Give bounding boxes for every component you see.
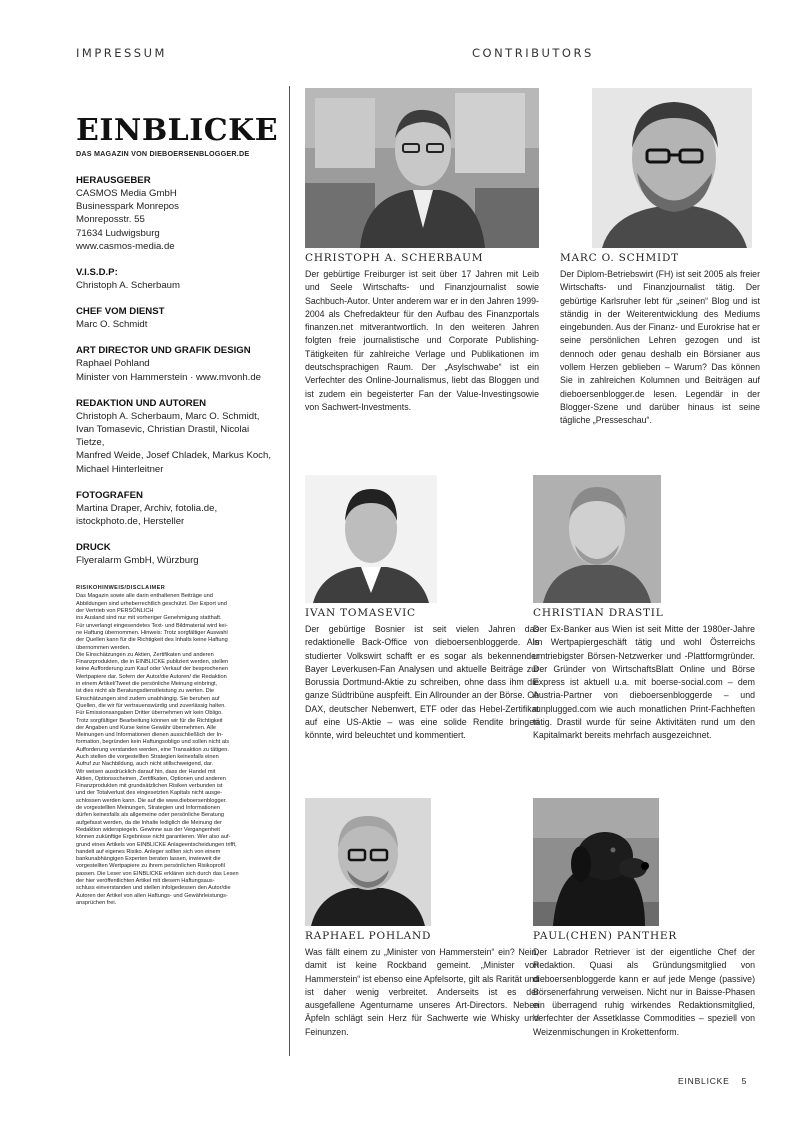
portrait-scherbaum [305,88,539,248]
disclaimer-line: Finanzprodukten, die in EINBLICKE publiziert werden, stellen [76,659,229,666]
disclaimer-line: Abbildungen sind urheberrechtlich geschützt. Der Export und [76,600,227,607]
impressum-section-title: V.I.S.D.P: [76,267,118,279]
impressum-section [76,344,272,383]
portrait-panther-dog [533,798,659,926]
disclaimer-line: Redaktion widerspiegeln. Gewinne aus der Vergangenheit [76,826,220,833]
disclaimer-line: Das Magazin sowie alle darin enthaltenen Beiträge und [76,593,213,600]
contributor-bio: Der Labrador Retriever ist der eigentliche Chef der Redaktion. Quasi als Gründungsmitglied von dieboersenbloggerde kann er auf jede Menge (passive) Börsenerfahrung verweisen. Nicht nur in Baisse-Phasen ein überragend ruhig wirkendes Redaktionsmitglied, Verfechter der Assetklasse Commodities – speziell von Weizenmischungen in Krokettenform. [533,947,755,1037]
contributor-name: IVAN TOMASEVIC [305,607,416,619]
disclaimer-line: Aufruf zur Nachbildung, auch nicht stillschweigend, dar. [76,761,214,768]
contributor-name: CHRISTIAN DRASTIL [533,607,664,619]
disclaimer-line: Meinungen und Informationen dienen ausschließlich der In- [76,732,224,739]
portrait-schmidt [592,88,752,248]
disclaimer-line: schlossen werden kann. Die auf die www.dieboersenblogger. [76,797,227,804]
contributor-card-tomasevic [305,475,539,743]
disclaimer-line: in einem Artikel/Tweet die persönliche Meinung einbringt, [76,681,218,688]
contributor-photo [305,88,539,248]
contributor-card-pohland [305,798,539,1039]
impressum-section-title: FOTOGRAFEN [76,489,143,501]
disclaimer-line: und der Totalverlust des eingesetzten Kapitals nicht ausge- [76,790,223,797]
disclaimer-line: Aufforderung verstanden werden, eine Transaktion zu tätigen. [76,746,229,753]
impressum-section [76,266,272,292]
disclaimer-line: der Quellen kann für die Richtigkeit des Inhalts keine Haftung [76,637,228,644]
contributor-photo [533,475,661,603]
disclaimer-line: formation, begründen kein Haftungsobligo und sollen nicht als [76,739,229,746]
disclaimer-line: Quellen, die wir für vertrauenswürdig und zuverlässig halten. [76,702,226,709]
disclaimer-line: grund eines Artikels von EINBLICKE Anlageentscheidungen trifft, [76,841,237,848]
impressum-section-line: Manfred Weide, Josef Chladek, Markus Koch, [76,450,271,462]
contributor-card-drastil [533,475,755,743]
disclaimer-line: Trotz sorgfältiger Bearbeitung können wir für die Richtigkeit [76,717,223,724]
disclaimer-line: Wir weisen ausdrücklich darauf hin, dass der Handel mit [76,768,216,775]
contributor-photo [305,475,437,603]
column-divider [289,86,290,1056]
contributor-name: CHRISTOPH A. SCHERBAUM [305,252,484,264]
impressum-section-line: 71634 Ludwigsburg [76,227,160,239]
disclaimer-line: Auch stellen die vorgestellten Strategien keinesfalls einen [76,753,219,760]
disclaimer-title: RISIKOHINWEIS/DISCLAIMER [76,585,166,592]
disclaimer-line: ansprüchen frei. [76,899,117,906]
contributor-bio: Was fällt einem zu „Minister von Hammerstein“ ein? Nein, damit ist keine Rockband gemeint. „Minister von Hammerstein“ ist ebenso eine Apfelsorte, gilt als Rarität und ist daher wenig verbreitet. Anderseits ist es der ausgefallene Agenturname unseres Art-Directors. Neben Äpfeln schlägt sein Herz für Sachwerte wie Whisky und Feinunzen. [305,947,539,1037]
contributor-name: RAPHAEL POHLAND [305,930,432,942]
impressum-section-line: Flyeralarm GmbH, Würzburg [76,555,199,567]
disclaimer-line: dürfen keinesfalls als allgemeine oder persönliche Beratung [76,812,225,819]
contributor-photo [533,798,659,926]
impressum-section [76,397,272,476]
disclaimer-line: ist dies nicht als Beratungsdienstleistung zu werten. Die [76,688,215,695]
disclaimer-line: Für Emissionsangaben Dritter übernehmen wir kein Obligo. [76,710,223,717]
disclaimer-text [76,593,272,907]
impressum-section-line: Michael Hinterleitner [76,463,164,475]
disclaimer-line: der Angaben und Kurse keine Gewähr übernehmen. Alle [76,724,216,731]
contributor-photo [592,88,752,248]
contributor-name: PAUL(CHEN) PANTHER [533,930,678,942]
impressum-section [76,305,272,331]
page-number: 5 [741,1076,748,1086]
disclaimer-line: der Vertrieb von PERSÖNLICH [76,608,154,615]
impressum-section-line: Minister von Hammerstein · www.mvonh.de [76,371,262,383]
portrait-pohland [305,798,431,926]
magazine-logo: EINBLICKE [76,113,279,148]
impressum-section [76,541,272,567]
disclaimer-line: bankunabhängigen Experten beraten lassen, inwieweit die [76,856,221,863]
impressum-section [76,174,272,253]
contributor-card-panther [533,798,755,1039]
impressum-section-line: CASMOS Media GmbH [76,188,177,199]
disclaimer-line: Die Einschätzungen zu Aktien, Zertifikaten und anderen [76,651,214,658]
contributor-bio: Der gebürtige Bosnier ist seit vielen Jahren das redaktionelle Back-Office von dieboersenbloggerde. Als studierter Volkswirt schafft er es sogar als bekennender Bayer Leverkusen-Fan Analysen und aktuelle Beiträge zur Borussia Dortmund-Aktie zu schreiben, ohne dass ihm die ganze Südtribüne auspfeift. Ein Allrounder an der Börse. Ob DAX, deutscher Nebenwert, ETF oder das Hebel-Zertifikat auf eine US-Aktie – was eine solide Rendite bringen könnte, wird beleuchtet und kommentiert. [305,624,539,741]
disclaimer-line: aufgefasst werden, da die Inhalte lediglich die Meinung der [76,819,222,826]
disclaimer-line: passen. Die Leser von EINBLICKE erklären sich durch das Lesen [76,870,239,877]
impressum-section-line: Christoph A. Scherbaum, Marc O. Schmidt, [76,410,260,422]
disclaimer-line: schluss einverstanden und stellen infolgedessen den Autor/die [76,885,231,892]
impressum-section-line: Marc O. Schmidt [76,319,148,331]
impressum-column [76,113,279,907]
disclaimer-line: vorgestellten Wertpapiere zu ihrem persönlichen Risikoprofil [76,863,225,870]
portrait-drastil [533,475,661,603]
impressum-section-title: DRUCK [76,542,111,554]
impressum-section-line: istockphoto.de, Hersteller [76,516,185,528]
disclaimer-line: keine Aufforderung zum Kauf oder Verkauf der besprochenen [76,666,228,673]
contributor-card-scherbaum [305,88,539,414]
disclaimer-line: Aktien, Optionsscheinen, Zertifikaten, Optionen und anderen [76,775,226,782]
impressum-section-line: www.casmos-media.de [76,240,175,252]
impressum-section-title: HERAUSGEBER [76,175,151,186]
impressum-section-title: ART DIRECTOR UND GRAFIK DESIGN [76,345,251,357]
contributor-photo [305,798,431,926]
contributor-bio: Der gebürtige Freiburger ist seit über 17 Jahren mit Leib und Seele Wirtschafts- und Finanzjournalist sowie Sachbuch-Autor. Unter anderem war er in den Jahren 1999-2004 als Chefredakteur für den Aufbau des Finanzportals finanzen.net mitverantwortlich. In den weiteren Jahren folgten freie journalistische und Corporate Publishing-Tätigkeiten für zahlreiche Verlage und Publikationen im deutschsprachigen Raum. Der „Asylschwabe“ ist ein Verfechter des Online-Journalismus, liebt das Bloggen und ist zudem ein begeisterter Fan der Value-Investingsowie von Sachwert-Investments. [305,269,539,412]
contributor-card-schmidt [560,88,760,428]
disclaimer-line: übernommen werden. [76,644,131,651]
disclaimer-line: Für unverlangt eingesendetes Text- und Bildmaterial wird kei- [76,622,228,629]
disclaimer-line: Autoren der Artikel von allen Haftungs- und Gewährleistungs- [76,892,228,899]
disclaimer-line: können zukünftige Ergebnisse nicht garantieren. Wer also auf- [76,834,231,841]
impressum-sections [76,174,272,567]
section-header-impressum: IMPRESSUM [76,46,167,60]
contributor-bio: Der Diplom-Betriebswirt (FH) ist seit 2005 als freier Wirtschafts- und Finanzjournalist tätig. Der gebürtige Karlsruher lebt für „seinen“ Blog und ist ständig in der Weiterentwicklung des Mediums eingebunden. Aus der Finanz- und Eurokrise hat er seine persönlichen Lehren gezogen und ist dennoch oder genau deshalb ein Börsianer aus vollem Herzen geblieben – Warum? Das können Sie in zahlreichen Kolumnen und Beiträgen auf dieboersenblogger.de lesen. Legendär in der Blogger-Szene und darüber hinaus ist seine tägliche „Presseschau“. [560,269,760,426]
impressum-section-line: Monreposstr. 55 [76,214,145,226]
disclaimer-line: ne Haftung übernommen. Hinweis: Trotz sorgfältiger Auswahl [76,629,228,636]
impressum-section-line: Raphael Pohland [76,358,150,370]
impressum-section-title: CHEF VOM DIENST [76,306,165,318]
impressum-section-line: Businesspark Monrepos [76,201,179,213]
footer-magazine-name: EINBLICKE [678,1076,730,1086]
impressum-section [76,489,272,528]
impressum-section-line: Martina Draper, Archiv, fotolia.de, [76,502,218,514]
disclaimer-line: der hier veröffentlichten Artikel mit diesem Haftungsaus- [76,878,215,885]
impressum-section-line: Ivan Tomasevic, Christian Drastil, Nicolai Tietze, [76,424,250,449]
disclaimer-line: handelt auf eigenes Risiko. Anleger sollten sich von einem [76,848,221,855]
page-footer [678,1076,747,1086]
disclaimer-line: de vorgestellten Meinungen, Strategien und Informationen [76,805,220,812]
section-header-contributors: CONTRIBUTORS [472,46,594,60]
magazine-tagline: DAS MAGAZIN VON DIEBOERSENBLOGGER.DE [76,149,250,158]
disclaimer-line: Einschätzungen sind zudem unabhängig. Sie beruhen auf [76,695,220,702]
impressum-section-line: Christoph A. Scherbaum [76,280,180,292]
contributor-bio: Der Ex-Banker aus Wien ist seit Mitte der 1980er-Jahre im Wertpapiergeschäft tätig und wohl Österreichs umtriebigster Börsen-Netzwerker und -Plattformgründer. Der Gründer von WirtschaftsBlatt Online und Börse Express ist aktuell u.a. mit boerse-social.com – dem Austria-Partner von dieboersenbloggerde – und runplugged.com wie auch monatlichen Print-Fachheften tätig. Drastil wurde für seine Aktivitäten rund um den Kapitalmarkt bereits mehrfach ausgezeichnet. [533,624,755,741]
disclaimer-line: Wertpapiere dar. Sofern der Autor/die Autoren/ die Redaktion [76,673,227,680]
impressum-section-title: REDAKTION UND AUTOREN [76,397,207,409]
contributor-name: MARC O. SCHMIDT [560,252,679,264]
portrait-tomasevic [305,475,437,603]
disclaimer-line: Finanzprodukten mit grundsätzlichen Risiken verbunden ist [76,783,223,790]
disclaimer-line: ins Ausland sind nur mit vorheriger Genehmigung statthaft. [76,615,222,622]
